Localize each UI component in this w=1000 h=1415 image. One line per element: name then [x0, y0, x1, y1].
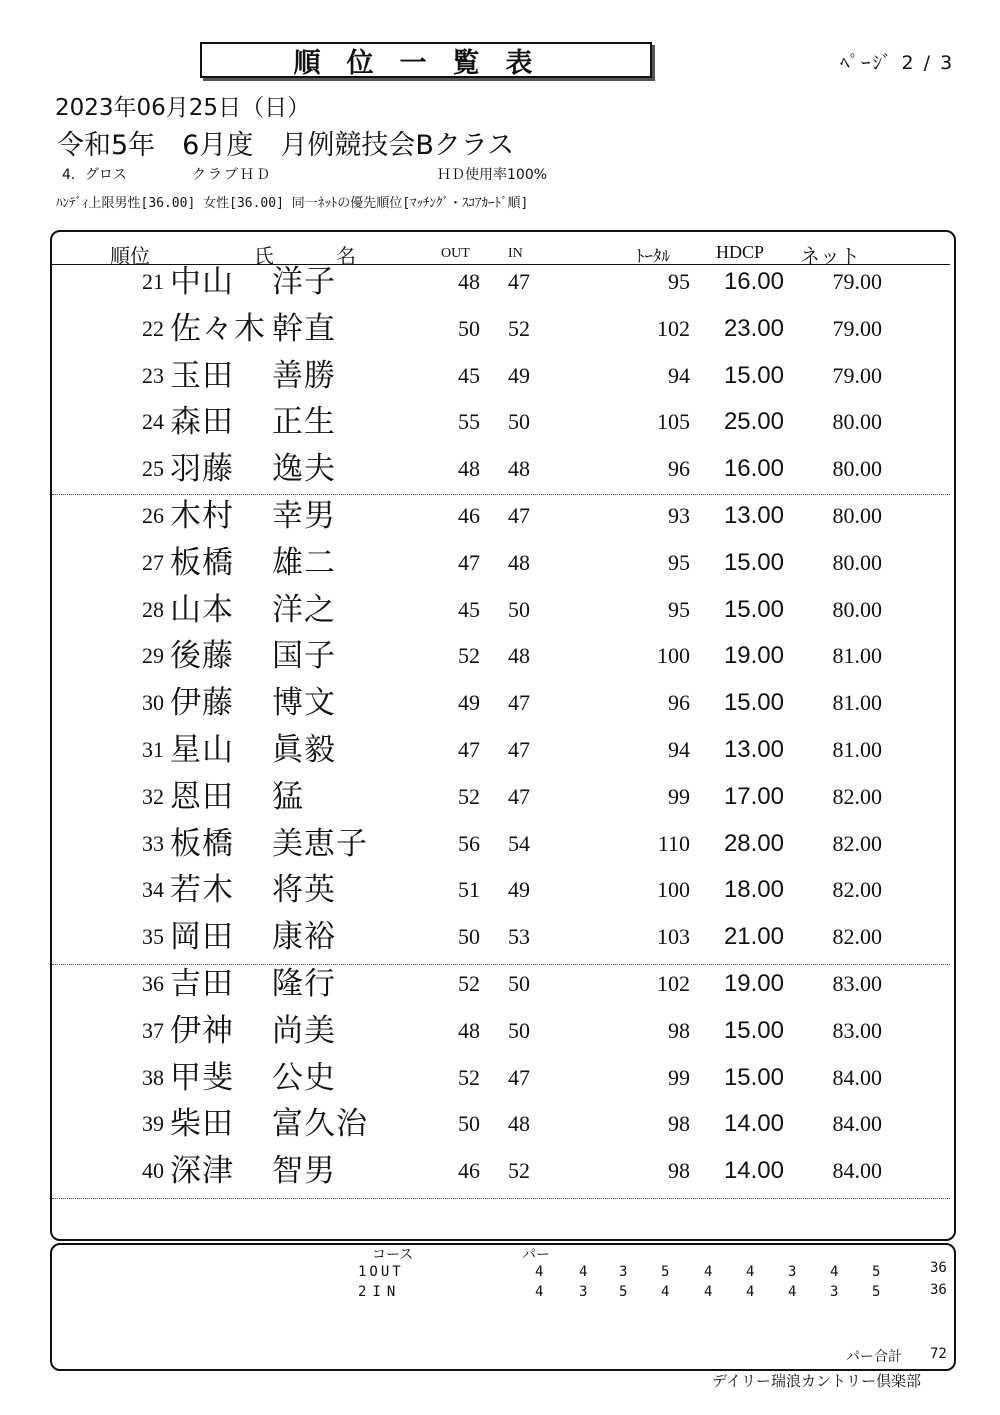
cell-family: 恩田 — [170, 778, 234, 814]
in-par-total: 36 — [930, 1282, 947, 1298]
cell-total: 95 — [668, 549, 690, 575]
cell-given: 康裕 — [272, 919, 336, 955]
cell-out: 52 — [458, 971, 480, 996]
event-date: 2023年06月25日（日） — [55, 95, 311, 121]
cell-net: 83.00 — [832, 971, 882, 996]
cell-in: 52 — [508, 315, 530, 341]
handicap-rate: ＨＤ使用率100% — [437, 167, 548, 183]
cell-hdcp: 18.00 — [723, 876, 784, 904]
hole-par: 3 — [830, 1284, 839, 1300]
cell-family: 深津 — [170, 1153, 234, 1189]
score-type: 4．グロス — [62, 167, 127, 183]
in-course-label: 2IN — [358, 1284, 402, 1300]
row-group-divider — [52, 1198, 950, 1199]
cell-net: 83.00 — [832, 1017, 882, 1043]
cell-given: 公史 — [272, 1059, 336, 1095]
col-header-out: OUT — [441, 246, 470, 261]
cell-rank: 22 — [142, 315, 164, 341]
cell-family: 板橋 — [170, 825, 234, 861]
cell-net: 82.00 — [832, 783, 882, 809]
cell-in: 48 — [508, 1111, 530, 1137]
cell-out: 46 — [458, 1158, 480, 1184]
cell-in: 47 — [508, 737, 530, 762]
cell-out: 46 — [458, 503, 480, 528]
cell-net: 82.00 — [832, 830, 882, 856]
page-number: ﾍﾟｰｼﾞ 2 / 3 — [840, 52, 955, 74]
handicap-type: クラブＨＤ — [192, 167, 272, 183]
table-row — [0, 1101, 1000, 1147]
cell-total: 105 — [657, 409, 690, 435]
table-row — [0, 446, 1000, 492]
col-header-net: ネット — [800, 246, 860, 268]
col-header-hdcp: HDCP — [716, 242, 765, 262]
cell-out: 45 — [458, 596, 480, 622]
page-title: 順位一覧表 — [293, 47, 559, 79]
cell-hdcp: 21.00 — [723, 923, 784, 951]
row-group-divider — [52, 964, 950, 965]
table-row — [0, 727, 1000, 773]
cell-family: 若木 — [170, 872, 234, 908]
cell-total: 94 — [668, 362, 690, 388]
hole-par: 4 — [579, 1264, 588, 1280]
col-header-family: 氏 — [254, 246, 274, 268]
cell-hdcp: 15.00 — [723, 1063, 784, 1091]
cell-in: 52 — [508, 1158, 530, 1184]
hole-par: 5 — [619, 1284, 628, 1300]
cell-in: 54 — [508, 830, 530, 856]
cell-rank: 31 — [142, 737, 164, 762]
cell-family: 板橋 — [170, 544, 234, 580]
cell-family: 甲斐 — [170, 1059, 234, 1095]
cell-given: 善勝 — [272, 357, 336, 393]
cell-family: 玉田 — [170, 357, 234, 393]
table-row — [0, 1055, 1000, 1101]
cell-rank: 29 — [142, 643, 164, 669]
cell-given: 幸男 — [272, 498, 336, 533]
cell-total: 102 — [657, 971, 690, 996]
cell-family: 伊神 — [170, 1012, 234, 1048]
col-header-rank: 順位 — [110, 246, 150, 268]
cell-given: 雄二 — [272, 544, 336, 580]
cell-out: 50 — [458, 1111, 480, 1137]
cell-in: 48 — [508, 643, 530, 669]
table-row — [0, 1008, 1000, 1054]
cell-net: 80.00 — [832, 409, 882, 435]
cell-in: 53 — [508, 924, 530, 950]
cell-given: 智男 — [272, 1153, 336, 1189]
cell-hdcp: 15.00 — [723, 361, 784, 389]
cell-given: 正生 — [272, 404, 336, 440]
cell-total: 98 — [668, 1158, 690, 1184]
cell-rank: 24 — [142, 409, 164, 435]
hole-par: 4 — [746, 1264, 755, 1280]
cell-in: 47 — [508, 783, 530, 809]
col-header-in: IN — [508, 246, 523, 261]
cell-out: 52 — [458, 1064, 480, 1090]
cell-rank: 28 — [142, 596, 164, 622]
cell-family: 木村 — [170, 498, 234, 533]
table-row — [0, 587, 1000, 633]
cell-family: 後藤 — [170, 638, 234, 674]
cell-total: 95 — [668, 596, 690, 622]
cell-net: 80.00 — [832, 596, 882, 622]
hole-par: 3 — [619, 1264, 628, 1280]
cell-out: 47 — [458, 737, 480, 762]
cell-given: 洋之 — [272, 591, 336, 627]
hole-par: 5 — [872, 1264, 881, 1280]
cell-total: 110 — [657, 830, 690, 856]
event-name: 令和5年 6月度 月例競技会Bクラス — [57, 130, 515, 161]
cell-rank: 21 — [142, 269, 164, 294]
cell-in: 48 — [508, 456, 530, 482]
cell-family: 羽藤 — [170, 451, 234, 487]
table-row — [0, 914, 1000, 960]
cell-rank: 32 — [142, 783, 164, 809]
cell-given: 尚美 — [272, 1012, 336, 1048]
cell-given: 国子 — [272, 638, 336, 674]
course-par-table — [50, 1243, 956, 1371]
cell-hdcp: 17.00 — [723, 782, 784, 810]
par-total: 72 — [930, 1346, 947, 1362]
cell-hdcp: 14.00 — [723, 1110, 784, 1138]
table-row — [0, 867, 1000, 913]
cell-total: 100 — [657, 877, 690, 903]
cell-net: 80.00 — [832, 549, 882, 575]
cell-rank: 34 — [142, 877, 164, 903]
cell-hdcp: 15.00 — [723, 595, 784, 623]
cell-out: 50 — [458, 315, 480, 341]
cell-rank: 25 — [142, 456, 164, 482]
cell-family: 柴田 — [170, 1106, 234, 1142]
cell-given: 美恵子 — [272, 825, 368, 861]
hole-par: 4 — [788, 1284, 797, 1300]
handicap-limits: ﾊﾝﾃﾞｨ上限男性[36.00] 女性[36.00] 同一ﾈｯﾄの優先順位[ﾏｯﾁﾝｸﾞ・ｽｺｱｶｰﾄﾞ順] — [56, 196, 529, 211]
out-course-label: 1OUT — [358, 1264, 404, 1280]
par-label: パー — [522, 1247, 550, 1263]
cell-given: 逸夫 — [272, 451, 336, 487]
hole-par: 4 — [746, 1284, 755, 1300]
cell-net: 80.00 — [832, 503, 882, 528]
table-row — [0, 961, 1000, 1007]
cell-rank: 33 — [142, 830, 164, 856]
hole-par: 4 — [661, 1284, 670, 1300]
cell-hdcp: 16.00 — [723, 268, 784, 295]
cell-in: 47 — [508, 690, 530, 716]
cell-out: 47 — [458, 549, 480, 575]
cell-given: 博文 — [272, 685, 336, 721]
cell-hdcp: 19.00 — [723, 970, 784, 997]
cell-out: 56 — [458, 830, 480, 856]
table-row — [0, 1148, 1000, 1194]
cell-in: 50 — [508, 1017, 530, 1043]
cell-hdcp: 28.00 — [723, 829, 784, 857]
par-total-label: パー合計 — [846, 1349, 902, 1365]
cell-net: 81.00 — [832, 737, 882, 762]
cell-rank: 35 — [142, 924, 164, 950]
cell-rank: 40 — [142, 1158, 164, 1184]
cell-in: 50 — [508, 596, 530, 622]
table-row — [0, 306, 1000, 352]
cell-family: 星山 — [170, 732, 234, 767]
cell-total: 102 — [657, 315, 690, 341]
cell-family: 山本 — [170, 591, 234, 627]
cell-hdcp: 15.00 — [723, 548, 784, 576]
out-par-total: 36 — [930, 1260, 947, 1276]
cell-hdcp: 14.00 — [723, 1157, 784, 1185]
cell-rank: 38 — [142, 1064, 164, 1090]
cell-total: 96 — [668, 690, 690, 716]
cell-net: 82.00 — [832, 924, 882, 950]
title-box — [200, 42, 652, 78]
cell-given: 将英 — [272, 872, 336, 908]
cell-in: 48 — [508, 549, 530, 575]
cell-given: 幹直 — [272, 310, 336, 346]
cell-net: 79.00 — [832, 362, 882, 388]
cell-out: 55 — [458, 409, 480, 435]
cell-given: 眞毅 — [272, 732, 336, 767]
cell-total: 96 — [668, 456, 690, 482]
cell-out: 50 — [458, 924, 480, 950]
course-label: コース — [372, 1247, 414, 1263]
cell-in: 47 — [508, 503, 530, 528]
cell-in: 47 — [508, 1064, 530, 1090]
hole-par: 4 — [535, 1264, 544, 1280]
cell-net: 84.00 — [832, 1111, 882, 1137]
cell-net: 84.00 — [832, 1064, 882, 1090]
cell-net: 81.00 — [832, 643, 882, 669]
table-row — [0, 353, 1000, 399]
table-row — [0, 633, 1000, 679]
cell-out: 45 — [458, 362, 480, 388]
hole-par: 3 — [788, 1264, 797, 1280]
cell-total: 99 — [668, 783, 690, 809]
cell-rank: 37 — [142, 1017, 164, 1043]
cell-out: 51 — [458, 877, 480, 903]
cell-given: 富久治 — [272, 1106, 368, 1142]
cell-out: 48 — [458, 269, 480, 294]
cell-hdcp: 13.00 — [723, 502, 784, 529]
cell-rank: 39 — [142, 1111, 164, 1137]
cell-total: 103 — [657, 924, 690, 950]
cell-hdcp: 13.00 — [723, 736, 784, 763]
cell-family: 岡田 — [170, 919, 234, 955]
cell-rank: 36 — [142, 971, 164, 996]
cell-total: 93 — [668, 503, 690, 528]
row-group-divider — [52, 494, 950, 495]
hole-par: 5 — [872, 1284, 881, 1300]
cell-total: 100 — [657, 643, 690, 669]
cell-out: 48 — [458, 456, 480, 482]
cell-hdcp: 15.00 — [723, 1016, 784, 1044]
cell-net: 84.00 — [832, 1158, 882, 1184]
hole-par: 4 — [535, 1284, 544, 1300]
cell-out: 52 — [458, 783, 480, 809]
cell-net: 82.00 — [832, 877, 882, 903]
hole-par: 4 — [830, 1264, 839, 1280]
cell-out: 52 — [458, 643, 480, 669]
table-row — [0, 680, 1000, 726]
table-row — [0, 399, 1000, 445]
cell-net: 81.00 — [832, 690, 882, 716]
cell-in: 49 — [508, 362, 530, 388]
cell-hdcp: 25.00 — [723, 408, 784, 436]
table-row — [0, 774, 1000, 820]
cell-total: 99 — [668, 1064, 690, 1090]
cell-total: 95 — [668, 269, 690, 294]
hole-par: 4 — [704, 1284, 713, 1300]
cell-given: 洋子 — [272, 264, 336, 299]
cell-net: 80.00 — [832, 456, 882, 482]
table-row — [0, 259, 1000, 305]
cell-family: 吉田 — [170, 966, 234, 1001]
cell-given: 隆行 — [272, 966, 336, 1001]
cell-hdcp: 15.00 — [723, 689, 784, 717]
table-row — [0, 821, 1000, 867]
cell-out: 48 — [458, 1017, 480, 1043]
cell-given: 猛 — [272, 778, 304, 814]
hole-par: 3 — [579, 1284, 588, 1300]
cell-hdcp: 19.00 — [723, 642, 784, 670]
cell-family: 中山 — [170, 264, 234, 299]
cell-total: 94 — [668, 737, 690, 762]
col-header-given: 名 — [336, 246, 356, 268]
cell-rank: 30 — [142, 690, 164, 716]
cell-total: 98 — [668, 1111, 690, 1137]
cell-rank: 23 — [142, 362, 164, 388]
hole-par: 4 — [704, 1264, 713, 1280]
cell-family: 森田 — [170, 404, 234, 440]
col-header-total: ﾄｰﾀﾙ — [636, 247, 670, 266]
cell-hdcp: 16.00 — [723, 455, 784, 483]
cell-family: 佐々木 — [170, 310, 266, 346]
cell-rank: 27 — [142, 549, 164, 575]
cell-in: 49 — [508, 877, 530, 903]
hole-par: 5 — [661, 1264, 670, 1280]
cell-in: 50 — [508, 971, 530, 996]
cell-family: 伊藤 — [170, 685, 234, 721]
table-row — [0, 540, 1000, 586]
cell-net: 79.00 — [832, 315, 882, 341]
cell-out: 49 — [458, 690, 480, 716]
cell-total: 98 — [668, 1017, 690, 1043]
cell-hdcp: 23.00 — [723, 314, 784, 342]
cell-in: 50 — [508, 409, 530, 435]
cell-net: 79.00 — [832, 269, 882, 294]
cell-rank: 26 — [142, 503, 164, 528]
club-name: デイリー瑞浪カントリー倶楽部 — [712, 1372, 921, 1390]
cell-in: 47 — [508, 269, 530, 294]
table-row — [0, 493, 1000, 539]
